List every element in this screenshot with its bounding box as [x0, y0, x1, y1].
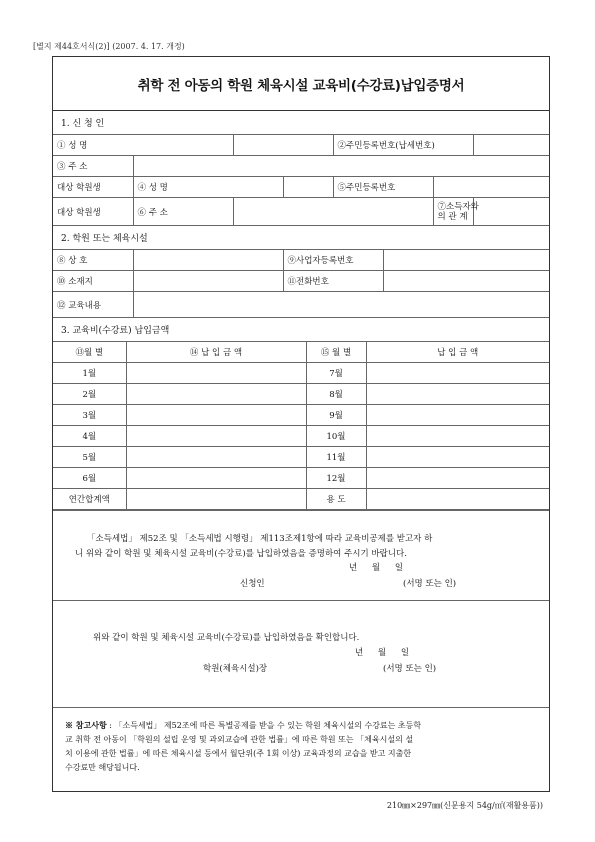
- col-month-1: ⑬월 별: [53, 342, 126, 363]
- month-label-right: 11월: [306, 447, 366, 468]
- student-address-label: ⑥ 주 소: [133, 198, 233, 226]
- issuer-signer-label: 학원(체육시설)장: [203, 664, 268, 674]
- applicant-declaration: [53, 510, 549, 601]
- usage-label: 용 도: [306, 489, 366, 510]
- address-label: ③ 주 소: [53, 156, 133, 177]
- student-name-label: ④ 성 명: [133, 177, 283, 198]
- student-rrn-label: ⑤주민등록번호: [333, 177, 433, 198]
- certificate-form: [52, 56, 550, 792]
- month-label-left: 2월: [53, 384, 126, 405]
- amount-field-left[interactable]: [126, 426, 306, 447]
- section-payment-heading: 3. 교육비(수강료) 납입금액: [53, 318, 549, 342]
- total-row: [53, 489, 549, 510]
- month-label-right: 7월: [306, 363, 366, 384]
- confirmation-date: 년 월 일: [355, 648, 410, 658]
- payment-row: [53, 426, 549, 447]
- declaration-date: 년 월 일: [349, 563, 404, 573]
- payment-row: [53, 405, 549, 426]
- address-field[interactable]: [133, 156, 549, 177]
- confirmation-text: 위와 같이 학원 및 체육시설 교육비(수강료)를 납입하였음을 확인합니다.: [93, 633, 360, 643]
- student-label: 대상 학원생: [53, 177, 133, 198]
- relation-field[interactable]: [473, 198, 549, 226]
- col-month-2: ⑮ 월 별: [306, 342, 366, 363]
- note-line-3: 치 이용에 관한 법률」에 따른 체육시설 등에서 월단위(주 1회 이상) 교육과정의 교습을 받고 지출한: [65, 749, 412, 758]
- issuer-signature-field[interactable]: (서명 또는 인): [383, 664, 437, 674]
- amount-field-left[interactable]: [126, 363, 306, 384]
- month-label-left: 6월: [53, 468, 126, 489]
- relation-label: ⑦소득자와 의 관 계: [433, 198, 473, 226]
- month-label-right: 12월: [306, 468, 366, 489]
- section-academy-heading: 2. 학원 또는 체육시설: [53, 226, 549, 250]
- amount-field-right[interactable]: [366, 363, 549, 384]
- rrn-label: ②주민등록번호(납세번호): [333, 135, 473, 156]
- phone-label: ⑪전화번호: [283, 271, 383, 292]
- month-label-right: 9월: [306, 405, 366, 426]
- student-name-field[interactable]: [283, 177, 333, 198]
- amount-field-right[interactable]: [366, 384, 549, 405]
- note-label: ※ 참고사항: [65, 720, 107, 730]
- declaration-line-1: 「소득세법」 제52조 및 「소득세법 시행령」 제113조제1항에 따라 교육비공제를 받고자 하: [87, 534, 433, 544]
- note-line-1: : 「소득세법」 제52조에 따른 특별공제를 받을 수 있는 학원 체육시설의 수강료는 초등학: [109, 721, 422, 730]
- reference-note: [53, 708, 549, 775]
- rrn-field[interactable]: [473, 135, 549, 156]
- applicant-signature-field[interactable]: (서명 또는 인): [403, 579, 457, 589]
- applicant-table: [53, 135, 549, 226]
- month-label-left: 4월: [53, 426, 126, 447]
- location-label: ⑩ 소재지: [53, 271, 133, 292]
- course-label: ⑫ 교육내용: [53, 292, 133, 318]
- location-field[interactable]: [133, 271, 283, 292]
- paper-spec: 210㎜×297㎜(신문용지 54g/㎡(재활용품)): [386, 801, 543, 810]
- amount-field-left[interactable]: [126, 468, 306, 489]
- form-number: [별지 제44호서식(2)] (2007. 4. 17. 개정): [33, 42, 185, 51]
- amount-field-right[interactable]: [366, 447, 549, 468]
- usage-field[interactable]: [366, 489, 549, 510]
- month-label-left: 3월: [53, 405, 126, 426]
- note-line-4: 수강료만 해당됩니다.: [65, 763, 140, 772]
- total-label: 연간합계액: [53, 489, 126, 510]
- payment-row: [53, 447, 549, 468]
- student-rrn-field[interactable]: [433, 177, 549, 198]
- payment-table: [53, 342, 549, 510]
- note-line-2: 교 취학 전 아동이 「학원의 설립 운영 및 과외교습에 관한 법률」에 따른 학원 또는 「체육시설의 설: [65, 735, 414, 744]
- student-address-field[interactable]: [233, 198, 433, 226]
- amount-field-left[interactable]: [126, 384, 306, 405]
- name-field[interactable]: [233, 135, 333, 156]
- col-amount-2: 납 입 금 액: [366, 342, 549, 363]
- payment-row: [53, 468, 549, 489]
- month-label-right: 8월: [306, 384, 366, 405]
- declaration-line-2: 니 위와 같이 학원 및 체육시설 교육비(수강료)를 납입하였음을 증명하여 주시기 바랍니다.: [75, 549, 407, 559]
- month-label-right: 10월: [306, 426, 366, 447]
- form-title: 취학 전 아동의 학원 체육시설 교육비(수강료)납입증명서: [53, 57, 549, 111]
- amount-field-right[interactable]: [366, 405, 549, 426]
- amount-field-right[interactable]: [366, 426, 549, 447]
- issuer-confirmation: [53, 601, 549, 708]
- section-applicant-heading: 1. 신 청 인: [53, 111, 549, 135]
- amount-field-left[interactable]: [126, 405, 306, 426]
- name-label: ① 성 명: [53, 135, 233, 156]
- payment-row: [53, 363, 549, 384]
- month-label-left: 5월: [53, 447, 126, 468]
- payment-row: [53, 384, 549, 405]
- amount-field-left[interactable]: [126, 447, 306, 468]
- academy-table: [53, 250, 549, 318]
- amount-field-right[interactable]: [366, 468, 549, 489]
- applicant-signer-label: 신청인: [240, 579, 265, 589]
- phone-field[interactable]: [383, 271, 549, 292]
- business-name-field[interactable]: [133, 250, 283, 271]
- business-name-label: ⑧ 상 호: [53, 250, 133, 271]
- biz-number-field[interactable]: [383, 250, 549, 271]
- month-label-left: 1월: [53, 363, 126, 384]
- course-field[interactable]: [133, 292, 549, 318]
- col-amount-1: ⑭ 납 입 금 액: [126, 342, 306, 363]
- student-label-2: 대상 학원생: [53, 198, 133, 226]
- total-field[interactable]: [126, 489, 306, 510]
- biz-number-label: ⑨사업자등록번호: [283, 250, 383, 271]
